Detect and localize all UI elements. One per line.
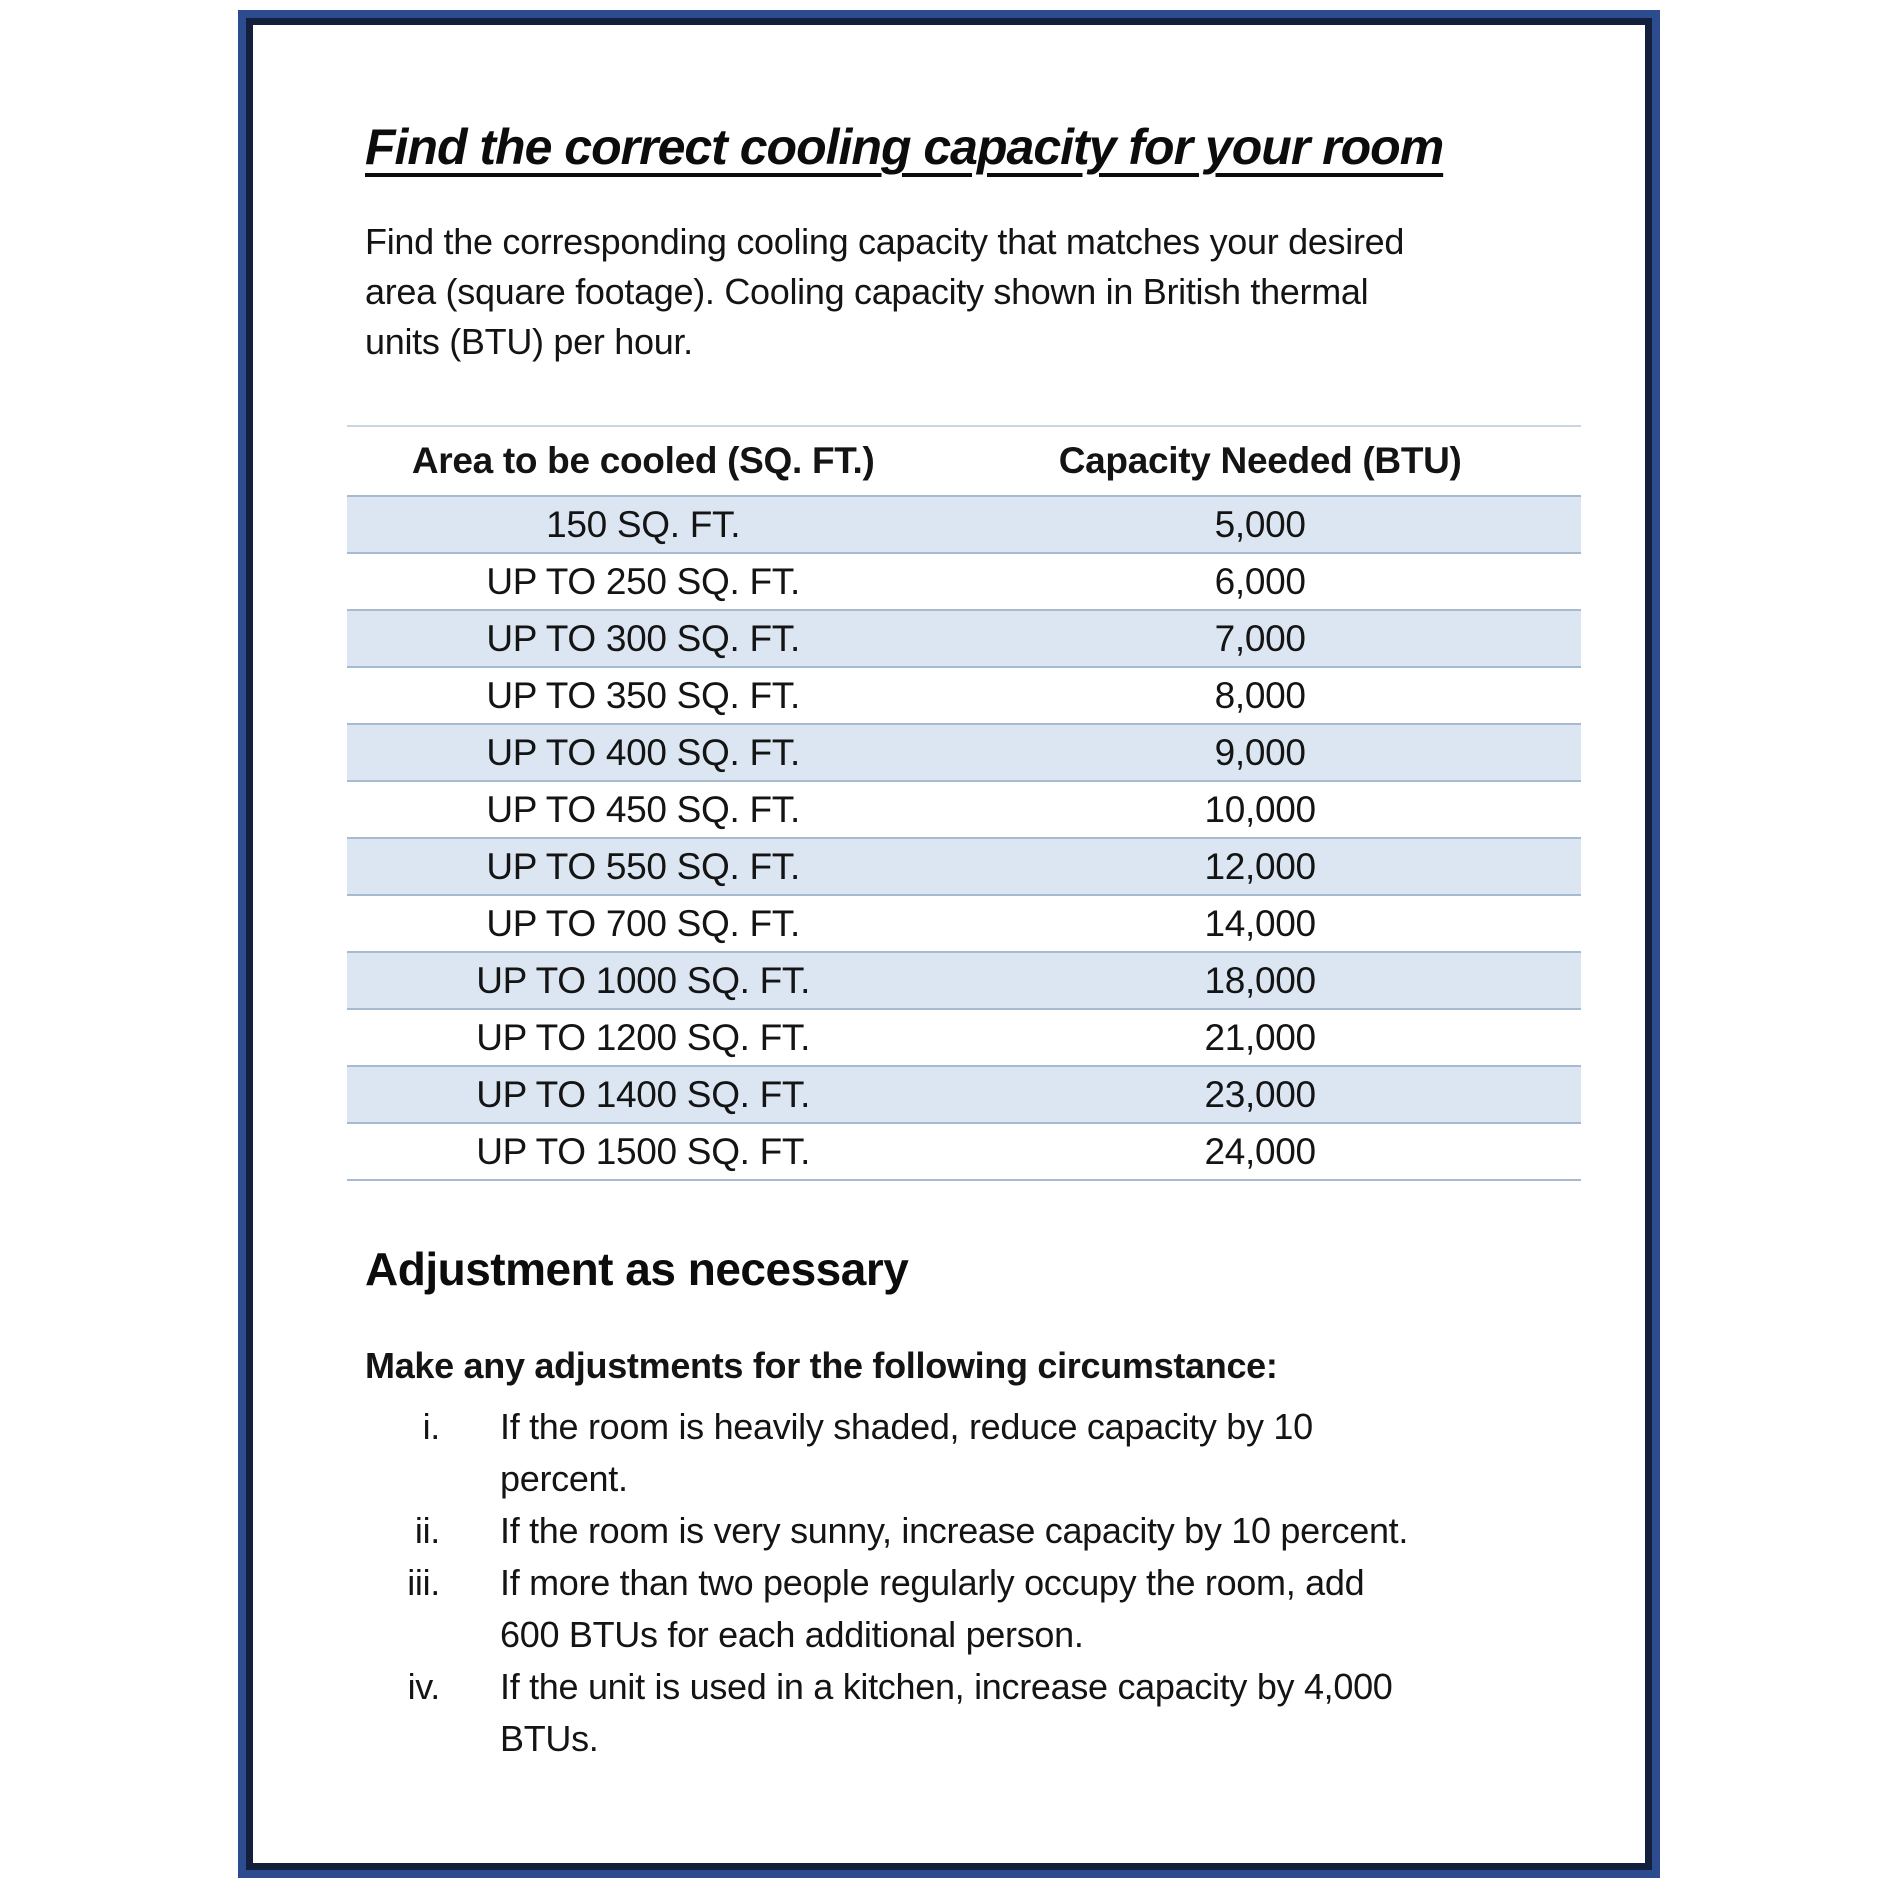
list-item <box>365 1661 1565 1765</box>
table-row <box>347 610 1581 667</box>
capacity-cell: 18,000 <box>939 952 1581 1009</box>
list-item-line: BTUs. <box>500 1718 599 1759</box>
table-row <box>347 1123 1581 1180</box>
list-item-marker: iv. <box>407 1666 440 1707</box>
table-body <box>347 496 1581 1180</box>
table-row <box>347 1066 1581 1123</box>
column-header-capacity: Capacity Needed (BTU) <box>939 426 1581 496</box>
capacity-cell: 6,000 <box>939 553 1581 610</box>
page-content <box>253 25 1645 1863</box>
area-cell: 150 SQ. FT. <box>347 496 939 553</box>
list-item <box>365 1557 1565 1661</box>
page-frame <box>238 10 1660 1878</box>
area-cell: UP TO 1500 SQ. FT. <box>347 1123 939 1180</box>
list-item-line: If more than two people regularly occupy the room, add <box>500 1562 1365 1603</box>
intro-line: area (square footage). Cooling capacity shown in British thermal <box>365 271 1369 312</box>
list-item-text <box>500 1661 1393 1765</box>
list-item-text <box>500 1557 1364 1661</box>
capacity-cell: 21,000 <box>939 1009 1581 1066</box>
capacity-cell: 5,000 <box>939 496 1581 553</box>
intro-line: units (BTU) per hour. <box>365 321 693 362</box>
area-cell: UP TO 250 SQ. FT. <box>347 553 939 610</box>
list-item-line: percent. <box>500 1458 628 1499</box>
table-row <box>347 952 1581 1009</box>
table-row <box>347 667 1581 724</box>
table-row <box>347 553 1581 610</box>
list-item-text <box>500 1401 1313 1505</box>
area-cell: UP TO 1400 SQ. FT. <box>347 1066 939 1123</box>
list-item-line: If the room is heavily shaded, reduce capacity by 10 <box>500 1406 1313 1447</box>
table-row <box>347 838 1581 895</box>
list-item-line: 600 BTUs for each additional person. <box>500 1614 1084 1655</box>
capacity-cell: 23,000 <box>939 1066 1581 1123</box>
capacity-cell: 10,000 <box>939 781 1581 838</box>
intro-paragraph <box>365 217 1565 367</box>
table-row <box>347 496 1581 553</box>
capacity-cell: 14,000 <box>939 895 1581 952</box>
area-cell: UP TO 1200 SQ. FT. <box>347 1009 939 1066</box>
list-intro: Make any adjustments for the following circumstance: <box>365 1345 1278 1386</box>
capacity-cell: 24,000 <box>939 1123 1581 1180</box>
table-row <box>347 895 1581 952</box>
list-item-line: If the room is very sunny, increase capacity by 10 percent. <box>500 1510 1409 1551</box>
table-row <box>347 1009 1581 1066</box>
list-item-line: If the unit is used in a kitchen, increase capacity by 4,000 <box>500 1666 1393 1707</box>
column-header-area: Area to be cooled (SQ. FT.) <box>347 426 939 496</box>
capacity-cell: 8,000 <box>939 667 1581 724</box>
table-row <box>347 724 1581 781</box>
area-cell: UP TO 1000 SQ. FT. <box>347 952 939 1009</box>
adjustments-list <box>365 1401 1565 1765</box>
list-item-marker: i. <box>422 1406 440 1447</box>
list-item-marker: iii. <box>407 1562 440 1603</box>
area-cell: UP TO 400 SQ. FT. <box>347 724 939 781</box>
list-item <box>365 1505 1565 1557</box>
area-cell: UP TO 450 SQ. FT. <box>347 781 939 838</box>
section-heading: Adjustment as necessary <box>365 1243 909 1295</box>
area-cell: UP TO 300 SQ. FT. <box>347 610 939 667</box>
page-title: Find the correct cooling capacity for your room <box>365 119 1444 175</box>
table-header-row <box>347 426 1581 496</box>
area-cell: UP TO 700 SQ. FT. <box>347 895 939 952</box>
capacity-cell: 7,000 <box>939 610 1581 667</box>
list-item-text <box>500 1505 1408 1557</box>
area-cell: UP TO 350 SQ. FT. <box>347 667 939 724</box>
area-cell: UP TO 550 SQ. FT. <box>347 838 939 895</box>
intro-line: Find the corresponding cooling capacity that matches your desired <box>365 221 1405 262</box>
page-frame-inner <box>246 18 1652 1870</box>
table-row <box>347 781 1581 838</box>
list-item-marker: ii. <box>414 1510 440 1551</box>
capacity-cell: 12,000 <box>939 838 1581 895</box>
capacity-cell: 9,000 <box>939 724 1581 781</box>
capacity-table <box>347 425 1581 1181</box>
list-item <box>365 1401 1565 1505</box>
